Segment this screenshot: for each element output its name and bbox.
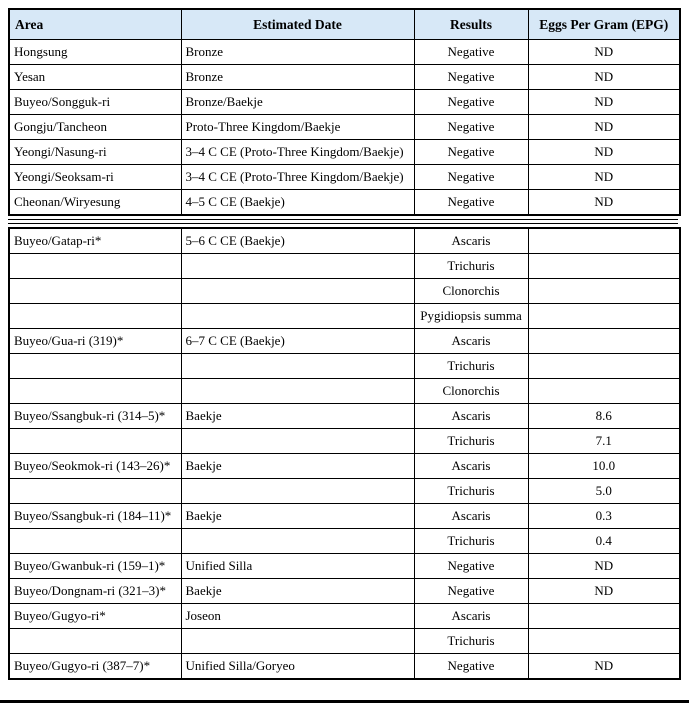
table-cell [181,254,414,279]
table-cell: Negative [414,165,528,190]
table-cell: Baekje [181,454,414,479]
table-row [9,529,680,554]
table-row [9,115,680,140]
table-cell [9,429,181,454]
table-cell: Negative [414,65,528,90]
table-cell: Clonorchis [414,279,528,304]
table-cell [9,304,181,329]
table-cell [181,529,414,554]
table-cell [181,304,414,329]
table-cell: 6–7 C CE (Baekje) [181,329,414,354]
table-cell: Trichuris [414,429,528,454]
table-cell: Trichuris [414,629,528,654]
table-cell: Trichuris [414,529,528,554]
table-cell [528,354,680,379]
table-cell: 5.0 [528,479,680,504]
table-row [9,604,680,629]
table-cell [9,529,181,554]
table-cell: 10.0 [528,454,680,479]
header-row [9,9,680,40]
table-row [9,304,680,329]
table-cell: Baekje [181,579,414,604]
table-cell [9,379,181,404]
table-row [9,654,680,680]
table-row [9,379,680,404]
table-cell: Negative [414,40,528,65]
table-cell: Ascaris [414,454,528,479]
table-cell: 7.1 [528,429,680,454]
table-cell [9,279,181,304]
table-cell: 0.4 [528,529,680,554]
table-row [9,629,680,654]
table-cell: Yeongi/Nasung-ri [9,140,181,165]
table-cell: Negative [414,190,528,216]
table-row [9,65,680,90]
table-cell: Bronze [181,40,414,65]
table-row [9,90,680,115]
table-cell: Yeongi/Seoksam-ri [9,165,181,190]
table-cell: Trichuris [414,254,528,279]
table-cell: Buyeo/Dongnam-ri (321–3)* [9,579,181,604]
table-cell: Buyeo/Songguk-ri [9,90,181,115]
table-cell: 0.3 [528,504,680,529]
table-row [9,279,680,304]
table-row [9,454,680,479]
table-row [9,140,680,165]
column-header-area: Area [9,9,181,40]
table-cell: Buyeo/Gua-ri (319)* [9,329,181,354]
table-cell: Unified Silla [181,554,414,579]
table-cell: ND [528,579,680,604]
table-row [9,354,680,379]
table-cell [528,604,680,629]
table-cell: Pygidiopsis summa [414,304,528,329]
table-row [9,40,680,65]
table-cell: ND [528,654,680,680]
upper-section-body [9,40,680,216]
table-cell: Negative [414,115,528,140]
table-row [9,190,680,216]
table-cell: Ascaris [414,404,528,429]
table-row [9,554,680,579]
table-cell: Unified Silla/Goryeo [181,654,414,680]
table-cell: Buyeo/Seokmok-ri (143–26)* [9,454,181,479]
table-cell: ND [528,140,680,165]
table-row [9,429,680,454]
table-cell: Negative [414,90,528,115]
lower-section-body [9,228,680,679]
table-row [9,254,680,279]
table-cell [181,279,414,304]
table-cell: Joseon [181,604,414,629]
parasite-survey-table-upper [8,8,681,216]
table-cell: ND [528,65,680,90]
section-separator-double-rule [8,219,678,224]
table-row [9,404,680,429]
table-cell [181,629,414,654]
column-header-epg: Eggs Per Gram (EPG) [528,9,680,40]
table-cell: Buyeo/Gwanbuk-ri (159–1)* [9,554,181,579]
table-cell: Baekje [181,504,414,529]
table-cell: Buyeo/Ssangbuk-ri (184–11)* [9,504,181,529]
table-cell [528,279,680,304]
table-cell: Buyeo/Gatap-ri* [9,228,181,254]
table-cell [9,479,181,504]
table-cell: Bronze [181,65,414,90]
table-cell: Ascaris [414,504,528,529]
table-cell [528,304,680,329]
table-cell: Buyeo/Ssangbuk-ri (314–5)* [9,404,181,429]
table-cell: Ascaris [414,604,528,629]
table-cell: ND [528,90,680,115]
table-cell: Negative [414,654,528,680]
table-cell [9,254,181,279]
table-row [9,479,680,504]
table-row [9,579,680,604]
table-cell: Negative [414,140,528,165]
table-cell: Baekje [181,404,414,429]
table-cell [528,379,680,404]
page-bottom-rule [0,700,689,703]
table-cell: ND [528,165,680,190]
table-cell: Proto-Three Kingdom/Baekje [181,115,414,140]
table-cell [181,379,414,404]
table-cell [528,629,680,654]
table-cell: Trichuris [414,479,528,504]
table-cell: ND [528,40,680,65]
table-cell [181,354,414,379]
table-cell [181,429,414,454]
table-cell [9,354,181,379]
table-row [9,504,680,529]
table-row [9,228,680,254]
table-row [9,165,680,190]
column-header-estimated-date: Estimated Date [181,9,414,40]
table-cell: 3–4 C CE (Proto-Three Kingdom/Baekje) [181,165,414,190]
column-header-results: Results [414,9,528,40]
table-row [9,329,680,354]
table-cell [9,629,181,654]
table-header [9,9,680,40]
table-cell: Trichuris [414,354,528,379]
table-cell: Ascaris [414,228,528,254]
table-cell: 3–4 C CE (Proto-Three Kingdom/Baekje) [181,140,414,165]
table-cell: Negative [414,579,528,604]
table-cell: Negative [414,554,528,579]
table-cell: 4–5 C CE (Baekje) [181,190,414,216]
table-cell: Gongju/Tancheon [9,115,181,140]
table-cell: Cheonan/Wiryesung [9,190,181,216]
table-cell: 5–6 C CE (Baekje) [181,228,414,254]
table-cell: Yesan [9,65,181,90]
table-cell: ND [528,554,680,579]
table-cell [528,329,680,354]
table-cell: 8.6 [528,404,680,429]
table-cell [528,228,680,254]
table-cell [528,254,680,279]
table-cell: Ascaris [414,329,528,354]
table-cell: Bronze/Baekje [181,90,414,115]
table-cell: Buyeo/Gugyo-ri (387–7)* [9,654,181,680]
table-cell: ND [528,115,680,140]
parasite-survey-table-lower [8,227,681,680]
table-cell: ND [528,190,680,216]
table-cell: Buyeo/Gugyo-ri* [9,604,181,629]
table-cell: Hongsung [9,40,181,65]
table-cell [181,479,414,504]
table-cell: Clonorchis [414,379,528,404]
